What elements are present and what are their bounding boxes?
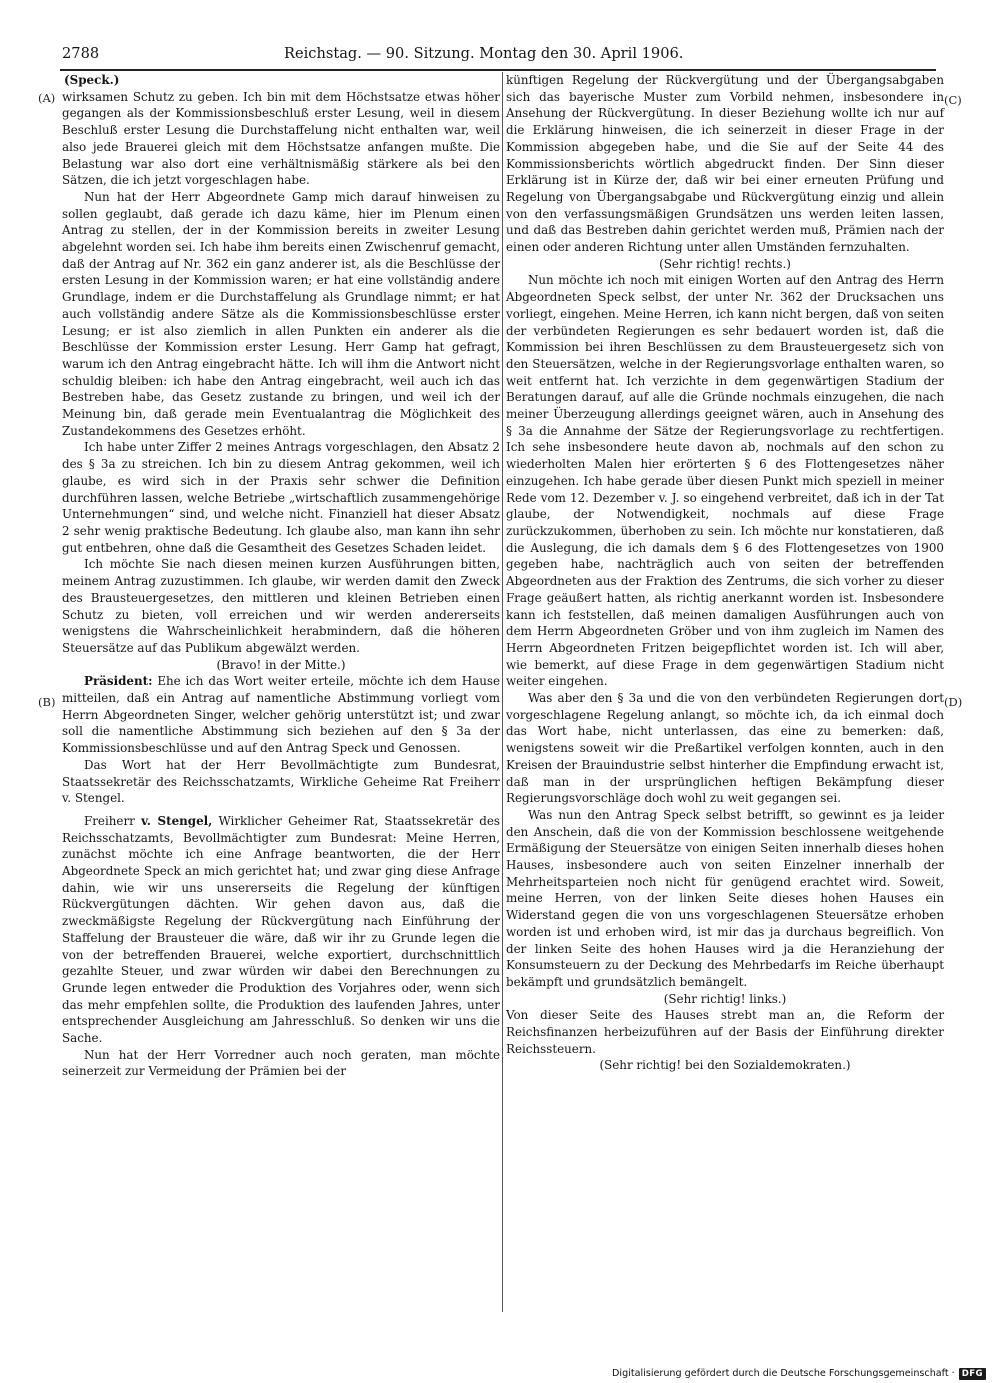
speech-text: Ehe ich das Wort weiter erteile, möchte ich dem Hause mitteilen, daß ein Antrag auf namentliche Abstimmung vorliegt vom Herrn Abgeordneten Singer, welcher gehörig unterstützt ist; und zwar soll die namentliche Abstimmung sich beziehen auf den § 3a der Kommissionsbeschlüsse und auf den Antrag Speck und Genossen. (62, 674, 500, 756)
paragraph: Das Wort hat der Herr Bevollmächtigte zum Bundesrat, Staatssekretär des Reichsschatzamts, Wirkliche Geheime Rat Freiherr v. Stengel. (62, 757, 500, 806)
left-column (62, 72, 500, 1080)
margin-marker-d: (D) (944, 695, 963, 709)
paragraph: Nun möchte ich noch mit einigen Worten auf den Antrag des Herrn Abgeordneten Speck selbst, der unter Nr. 362 der Drucksachen uns vorliegt, eingehen. Meine Herren, ich kann nicht bergen, daß von seiten der verbündeten Regierungen es sehr bedauert worden ist, daß die Kommission bei ihren Beschlüssen zu dem Brausteuergesetz sich von den Steuersätzen, welche in der Regierungsvorlage enthalten waren, so weit entfernt hat. Ich verzichte in dem gegenwärtigen Stadium der Beratungen darauf, auf alle die Gründe nochmals einzugehen, die nach meiner Überzeugung allerdings geeignet wären, auch in Ansehung des § 3a die Annahme der Sätze der Regierungsvorlage zu rechtfertigen. Ich sehe insbesondere heute davon ab, nochmals auf den schon zu wiederholten Malen hier erörterten § 6 des Flottengesetzes näher einzugehen. Ich habe gerade über diesen Punkt mich speziell in meiner Rede vom 12. Dezember v. J. so eingehend verbreitet, daß ich in der Tat glaube, der Notwendigkeit, nochmals auf diese Frage zurückzukommen, überhoben zu sein. Ich möchte nur konstatieren, daß die Auslegung, die ich damals dem § 6 des Flottengesetzes von 1900 gegeben habe, nachträglich auch von seiten der betreffenden Abgeordneten aus der Fraktion des Zentrums, die sich vorher zu dieser Frage geäußert hatten, als richtig anerkannt worden ist. Insbesondere kann ich feststellen, daß meinen damaligen Ausführungen auch von dem Herrn Abgeordneten Gröber und von ihm zugleich im Namen des Herrn Abgeordneten Fritzen beigepflichtet worden ist. Ich will aber, wie bemerkt, auf diese Frage in dem gegenwärtigen Stadium nicht weiter eingehen. (506, 273, 944, 689)
reaction-note: (Bravo! in der Mitte.) (216, 657, 346, 672)
footer-text: Digitalisierung gefördert durch die Deutsche Forschungsgemeinschaft · (612, 1368, 955, 1379)
speaker-prefix: Freiherr (84, 813, 135, 828)
reaction-note: (Sehr richtig! links.) (663, 991, 787, 1006)
reaction-note: (Sehr richtig! rechts.) (659, 256, 791, 271)
paragraph: Ich habe unter Ziffer 2 meines Antrags vorgeschlagen, den Absatz 2 des § 3a zu streichen. Ich bin zu diesem Antrag gekommen, weil ich glaube, es wird sich in der Praxis sehr schwer die Definition durchführen lassen, welche Betriebe „wirtschaftlich zusammengehörige Unternehmungen“ sind, und welche nicht. Finanziell hat dieser Absatz 2 sehr wenig praktische Bedeutung. Ich glaube also, man kann ihn sehr gut entbehren, ohne daß die Gesamtheit des Gesetzes Schaden leidet. (62, 440, 500, 555)
speaker-tag: (Speck.) (64, 73, 120, 87)
header-rule (60, 69, 936, 71)
right-column (506, 72, 944, 1074)
margin-marker-b: (B) (38, 695, 56, 709)
dfg-logo-icon: DFG (959, 1368, 986, 1380)
speech-text: Wirklicher Geheimer Rat, Staatssekretär des Reichsschatzamts, Bevollmächtigter zum Bundesrat: Meine Herren, zunächst möchte ich eine Anfrage beantworten, die der Herr Abgeordnete Speck an mich gerichtet hat; und zwar ging diese Anfrage dahin, wie wir uns unsererseits die Regelung der künftigen Rückvergütungen dächten. Wir gehen davon aus, daß die zweckmäßigste Regelung der Rückvergütung nach Einführung der Staffelung der Brausteuer die wäre, daß wir ihr zu Grunde legen die von der betreffenden Brauerei, welche exportiert, durchschnittlich gezahlte Steuer, und zwar würden wir dabei den Berechnungen zu Grunde legen entweder die Produktion des Vorjahres oder, wenn sich das mehr empfehlen sollte, die Produktion des laufenden Jahres, unter entsprechender Ausgleichung am Jahresschluß. So denken wir uns die Sache. (62, 813, 500, 1046)
reaction-note: (Sehr richtig! bei den Sozialdemokraten.) (599, 1058, 851, 1073)
footer-credit (612, 1368, 986, 1380)
speaker-label: v. Stengel, (141, 813, 213, 828)
paragraph: Von dieser Seite des Hauses strebt man an, die Reform der Reichsfinanzen herbeizuführen auf der Basis der Einführung direkter Reichssteuern. (506, 1008, 944, 1056)
running-title: Reichstag. — 90. Sitzung. Montag den 30. April 1906. (284, 45, 684, 62)
paragraph: Was aber den § 3a und die von den verbündeten Regierungen dort vorgeschlagene Regelung anlangt, so möchte ich, da ich einmal doch das Wort habe, nicht unterlassen, das eine zu bemerken: daß, wenigstens soweit wir die Preßartikel verfolgen konnten, auch in den Kreisen der Brauindustrie selbst hinterher die Empfindung erwacht ist, daß man in der ursprünglichen heftigen Bekämpfung dieser Regierungsvorschläge doch wohl zu weit gegangen sei. (506, 691, 944, 806)
paragraph (62, 673, 500, 757)
speaker-label: Präsident: (84, 674, 153, 689)
paragraph: Nun hat der Herr Vorredner auch noch geraten, man möchte seinerzeit zur Vermeidung der Prämien bei der (62, 1047, 500, 1079)
column-divider (502, 72, 503, 1312)
paragraph: wirksamen Schutz zu geben. Ich bin mit dem Höchstsatze etwas höher gegangen als der Kommissionsbeschluß erster Lesung, weil in diesem Beschluß erster Lesung die Durchstaffelung nicht enthalten war, weil also jede Brauerei gleich mit dem Höchstsatze anfangen mußte. Die Belastung war also dort eine verhältnismäßig stärkere als bei den Sätzen, die ich jetzt vorgeschlagen habe. (62, 89, 500, 188)
paragraph: Ich möchte Sie nach diesen meinen kurzen Ausführungen bitten, meinem Antrag zuzustimmen. Ich glaube, wir werden damit den Zweck des Brausteuergesetzes, den mittleren und kleinen Betrieben einen Schutz zu bieten, voll erreichen und wir werden andererseits wenigstens die Wahrscheinlichkeit herabmindern, daß die höheren Steuersätze auf das Publikum abgewälzt werden. (62, 557, 500, 655)
page-header (62, 43, 934, 65)
paragraph: Nun hat der Herr Abgeordnete Gamp mich darauf hinweisen zu sollen geglaubt, daß gerade ich dazu käme, hier im Plenum einen Antrag zu stellen, der in der Kommission bereits in zweiter Lesung abgelehnt worden sei. Ich habe ihm bereits einen Zwischenruf gemacht, daß der Antrag auf Nr. 362 ein ganz anderer ist, als die Beschlüsse der ersten Lesung in der Kommission waren; er hat eine vollständig andere Grundlage, indem er die Durchstaffelung als Grundlage nimmt; er hat auch vollständig andere Sätze als die Kommissionsbeschlüsse erster Lesung; er ist also ziemlich in allen Punkten ein anderer als die Beschlüsse der Kommission erster Lesung. Herr Gamp hat gefragt, warum ich den Antrag eingebracht hätte. Ich will ihm die Antwort nicht schuldig bleiben: ich habe den Antrag eingebracht, weil auch ich das Bestreben habe, das Gesetz zustande zu bringen, und weil ich der Meinung bin, daß gerade mein Eventualantrag die Möglichkeit des Zustandekommens des Gesetzes erhöht. (62, 189, 500, 438)
margin-marker-a: (A) (38, 91, 56, 105)
paragraph: Was nun den Antrag Speck selbst betrifft, so gewinnt es ja leider den Anschein, daß die von der Kommission beschlossene weitgehende Ermäßigung der Steuersätze von einigen Seiten innerhalb dieses hohen Hauses, insbesondere auch von seiten Einzelner innerhalb der Mehrheitsparteien noch nicht für genügend erachtet wird. Soweit, meine Herren, von der linken Seite dieses hohen Hauses ein Widerstand gegen die von uns vorgeschlagenen Steuersätze erhoben worden ist und erhoben wird, ist mir das ja durchaus begreiflich. Von der linken Seite des hohen Hauses wird ja die Heranziehung der Konsumsteuern zu der Deckung des Mehrbedarfs im Reiche überhaupt bekämpft und grundsätzlich bemängelt. (506, 807, 944, 989)
page-number: 2788 (62, 45, 100, 62)
margin-marker-c: (C) (944, 93, 962, 107)
paragraph: künftigen Regelung der Rückvergütung und der Übergangsabgaben sich das bayerische Muster zum Vorbild nehmen, insbesondere in Ansehung der Rückvergütung. In dieser Beziehung wollte ich nur auf die Erklärung hinweisen, die ich seinerzeit in dieser Frage in der Kommission abgegeben habe, und die Sie auf der Seite 44 des Kommissionsberichts wörtlich abgedruckt finden. Der Sinn dieser Erklärung ist in Kürze der, daß wir bei einer erneuten Prüfung und Regelung von Übergangsabgabe und Rückvergütung einzig und allein von den verfassungsmäßigen Grundsätzen uns werden leiten lassen, und daß das Bestreben dahin gerichtet werden muß, Prämien nach der einen oder anderen Richtung unter allen Umständen fernzuhalten. (506, 73, 944, 255)
paragraph (62, 813, 500, 1047)
